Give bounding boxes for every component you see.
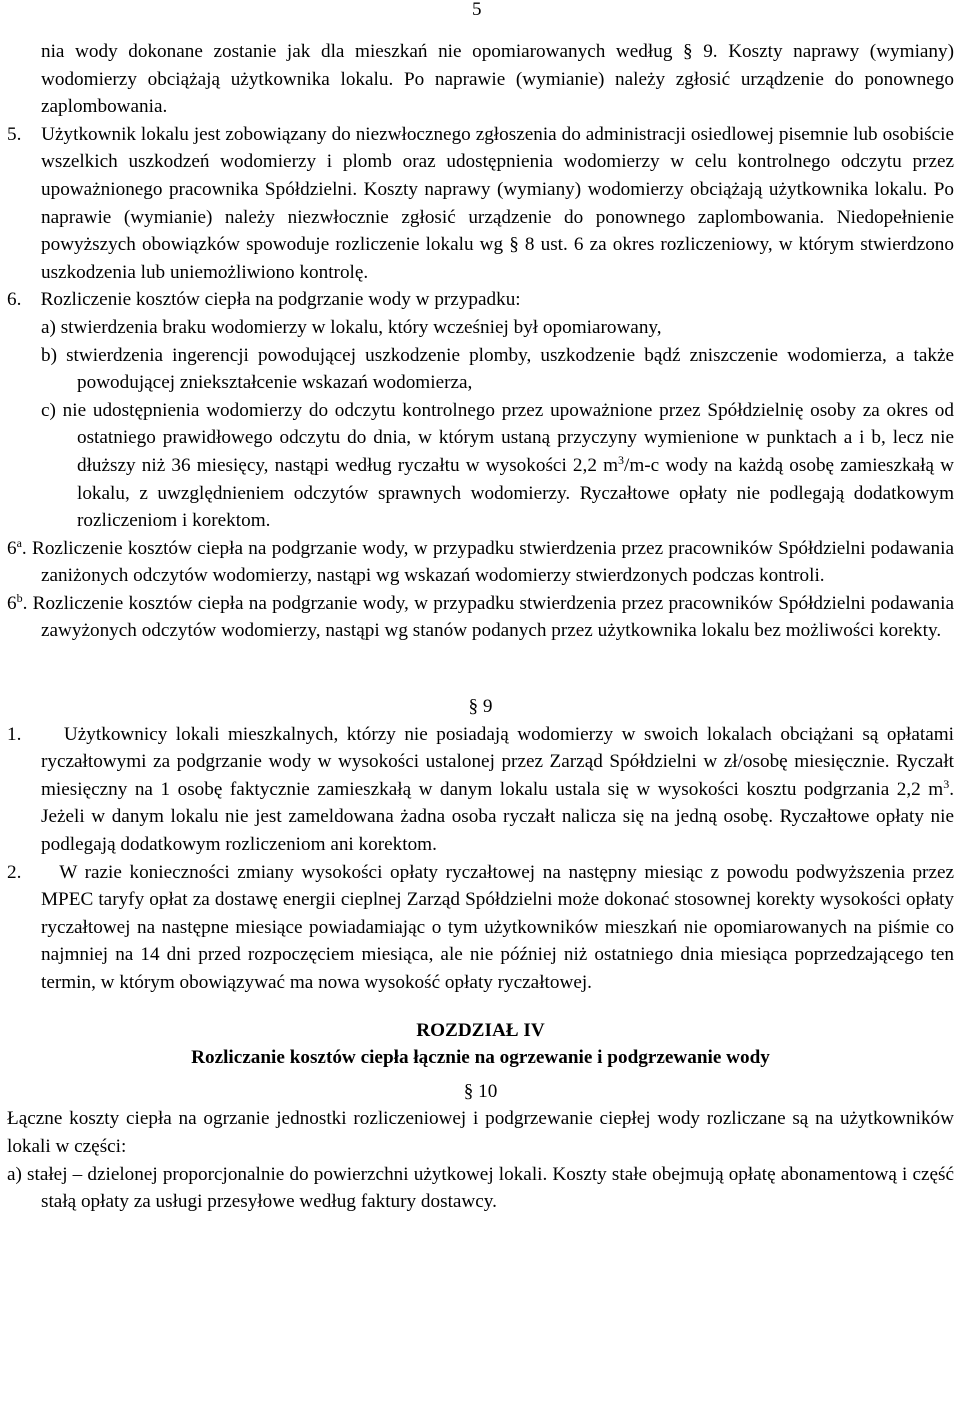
paragraph-6-number: 6. [7,289,22,311]
chapter-subtitle: Rozliczanie kosztów ciepła łącznie na ogrzewanie i podgrzewanie wody [191,1047,770,1069]
section-9-item-1-part1: Użytkownicy lokali mieszkalnych, którzy nie posiadają wodomierzy w swoich lokalach obciążani są opłatami ryczałtowymi za podgrzanie wody w wysokości ustalonej przez Zarząd Spółdzielni w zł/osobę miesięcznie. Ryczałt miesięczny na 1 osobę faktycznie zamieszkałą w danym lokalu ustala się w wysokości kosztu podgrzania 2,2 m [41,723,955,800]
paragraph-5-number: 5. [7,123,22,145]
section-9-item-2-text: W razie konieczności zmiany wysokości opłaty ryczałtowej na następny miesiąc z powodu podwyższenia przez MPEC taryfy opłat za dostawę energii cieplnej Zarząd Spółdzielni może dokonać stosownej korekty wysokości opłaty ryczałtowej na następne miesiące powiadamiając o tym użytkowników mieszkań nie opomiarowanych na piśmie co najmniej na 14 dni przed rozpoczęciem miesiąca, ale nie później niż ostatniego dnia miesiąca poprzedzającego ten termin, w którym obowiązywać ma nowa wysokość opłaty ryczałtowej. [41,861,955,993]
section-9-item-1-part2: . Jeżeli w danym lokalu nie jest zameldowana żadna osoba ryczałt nalicza się na jedną osobę. Ryczałtowe opłaty nie podlegają dodatkowym rozliczeniom ani korektom. [41,778,954,856]
section-10-heading: § 10 [463,1080,498,1102]
section-10-item-a: a) stałej – dzielonej proporcjonalnie do powierzchni użytkowej lokali. Koszty stałe obejmują opłatę abonamentową i część stałą opłaty za usługi przesyłowe według faktury dostawcy. [7,1163,954,1213]
paragraph-6a-text: . Rozliczenie kosztów ciepła na podgrzanie wody, w przypadku stwierdzenia przez pracowników Spółdzielni podawania zaniżonych odczytów wodomierzy, nastąpi wg wskazań wodomierzy stwierdzonych podczas kontroli. [21,537,954,587]
paragraph-5 [7,121,954,287]
document-body [7,38,954,1216]
section-9-heading: § 9 [468,696,493,718]
spacer [7,645,954,693]
paragraph-6a [7,535,954,590]
paragraph-6-item-a: a) stwierdzenia braku wodomierzy w lokalu, który wcześniej był opomiarowany, [41,316,662,338]
paragraph-6 [7,286,954,314]
section-9-item-2-number: 2. [7,861,22,883]
cubic-superscript: 3 [618,452,625,467]
paragraph-6b-superscript: b [16,590,23,605]
paragraph-6b-text: . Rozliczenie kosztów ciepła na podgrzanie wody, w przypadku stwierdzenia przez pracowników Spółdzielni podawania zawyżonych odczytów wodomierzy, nastąpi wg stanów podanych przez użytkownika lokalu bez możliwości korekty. [22,592,954,642]
paragraph-6-item-c-part2: /m-c wody na każdą osobę zamieszkałą w lokalu, z uwzględnieniem odczytów sprawnych wodomierzy. Ryczałtowe opłaty nie podlegają dodatkowym rozliczeniom i korektom. [77,454,955,532]
paragraph-6b-number: 6 [7,592,17,614]
cubic-superscript: 3 [943,776,950,791]
chapter-title: ROZDZIAŁ IV [416,1019,545,1041]
paragraph-6-item-c-part1: c) nie udostępnienia wodomierzy do odczytu kontrolnego przez upoważnione przez Spółdzielnię osoby za okres od ostatniego prawidłowego odczytu do dnia, w którym ustaną przyczyny wymienione w punktach a i b, lecz nie dłuższy niż 36 miesięcy, nastąpi według ryczałtu w wysokości 2,2 m [41,399,954,476]
paragraph-6-item-c [7,397,954,535]
paragraph-continuation: nia wody dokonane zostanie jak dla mieszkań nie opomiarowanych według § 9. Koszty naprawy (wymiany) wodomierzy obciążają użytkownika lokalu. Po naprawie (wymianie) należy zgłosić urządzenie do ponownego zaplombowania. [41,41,954,118]
paragraph-6a-number: 6 [7,537,17,559]
paragraph-6-intro: Rozliczenie kosztów ciepła na podgrzanie wody w przypadku: [40,289,521,311]
section-9-item-1 [7,721,954,859]
paragraph-6-item-b: b) stwierdzenia ingerencji powodującej uszkodzenie plomby, uszkodzenie bądź zniszczenie wodomierza, a także powodującej zniekształcenie wskazań wodomierza, [41,344,954,394]
section-9-item-2 [7,859,954,997]
spacer [7,997,954,1017]
paragraph-6b [7,590,954,645]
page-number: 5 [472,0,482,20]
paragraph-6a-superscript: a [16,535,22,550]
section-10-intro: Łączne koszty ciepła na ogrzanie jednostki rozliczeniowej i podgrzewanie ciepłej wody rozliczane są na użytkowników lokali w części: [7,1108,954,1157]
paragraph-5-text: Użytkownik lokalu jest zobowiązany do niezwłocznego zgłoszenia do administracji osiedlowej pisemnie lub osobiście wszelkich uszkodzeń wodomierzy i plomb oraz udostępnienia wodomierzy w celu kontrolnego odczytu przez upoważnionego pracownika Spółdzielni. Koszty naprawy (wymiany) wodomierzy obciążają użytkownika lokalu. Po naprawie (wymianie) należy niezwłocznie zgłosić urządzenie do ponownego zaplombowania. Niedopełnienie powyższych obowiązków spowoduje rozliczenie lokalu wg § 8 ust. 6 za okres rozliczeniowy, w którym stwierdzono uszkodzenia lub uniemożliwiono kontrolę. [41,123,954,283]
section-9-item-1-number: 1. [7,723,22,745]
